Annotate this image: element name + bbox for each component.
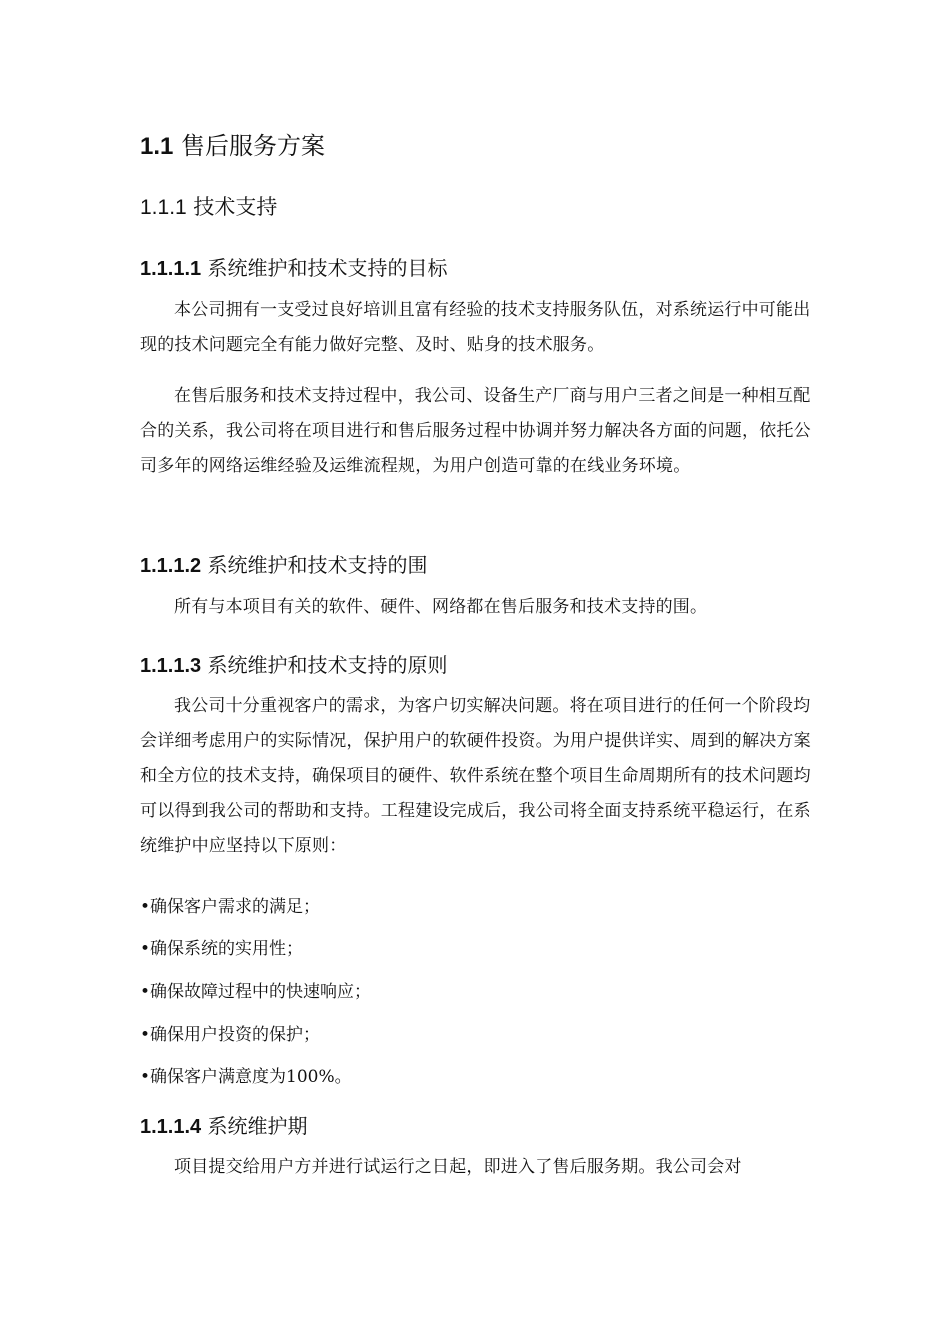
paragraph: 在售后服务和技术支持过程中，我公司、设备生产厂商与用户三者之间是一种相互配合的关系，我公司将在项目进行和售后服务过程中协调并努力解决各方面的问题，依托公司多年的网络运维经验及运维流程规，为用户创造可靠的在线业务环境。 [140,386,811,476]
section-title: 系统维护和技术支持的目标 [207,256,448,280]
section-title: 系统维护和技术支持的原则 [207,653,448,677]
section-title: 系统维护和技术支持的围 [207,553,428,577]
heading-section-1 [140,256,820,281]
bullet-item: •确保系统的实用性； [140,939,304,959]
heading-section-2 [140,553,820,578]
paragraph: 所有与本项目有关的软件、硬件、网络都在售后服务和技术支持的围。 [174,597,708,617]
bullet-item: •确保故障过程中的快速响应； [140,982,372,1002]
section-number: 1.1.1.3 [140,655,202,677]
heading-2 [140,195,820,220]
heading-2-number: 1.1.1 [140,196,187,219]
paragraph: 项目提交给用户方并进行试运行之日起，即进入了售后服务期。我公司会对 [174,1157,742,1177]
heading-1 [140,132,820,162]
bullet-item: •确保客户满意度为100%。 [140,1067,352,1087]
heading-section-4 [140,1114,820,1139]
heading-1-title: 售后服务方案 [181,132,326,160]
paragraph: 我公司十分重视客户的需求，为客户切实解决问题。将在项目进行的任何一个阶段均会详细考虑用户的实际情况，保护用户的软硬件投资。为用户提供详实、周到的解决方案和全方位的技术支持，确保项目的硬件、软件系统在整个项目生命周期所有的技术问题均可以得到我公司的帮助和支持。工程建设完成后，我公司将全面支持系统平稳运行，在系统维护中应坚持以下原则： [140,696,811,856]
heading-section-3 [140,653,820,678]
heading-2-title: 技术支持 [193,195,278,219]
section-number: 1.1.1.1 [140,258,202,280]
bullet-item: •确保用户投资的保护； [140,1025,321,1045]
section-number: 1.1.1.4 [140,1116,202,1138]
bullet-item: •确保客户需求的满足； [140,897,321,917]
paragraph: 本公司拥有一支受过良好培训且富有经验的技术支持服务队伍，对系统运行中可能出现的技术问题完全有能力做好完整、及时、贴身的技术服务。 [140,300,811,355]
section-number: 1.1.1.2 [140,555,202,577]
section-title: 系统维护期 [207,1114,308,1138]
heading-1-number: 1.1 [140,133,174,160]
